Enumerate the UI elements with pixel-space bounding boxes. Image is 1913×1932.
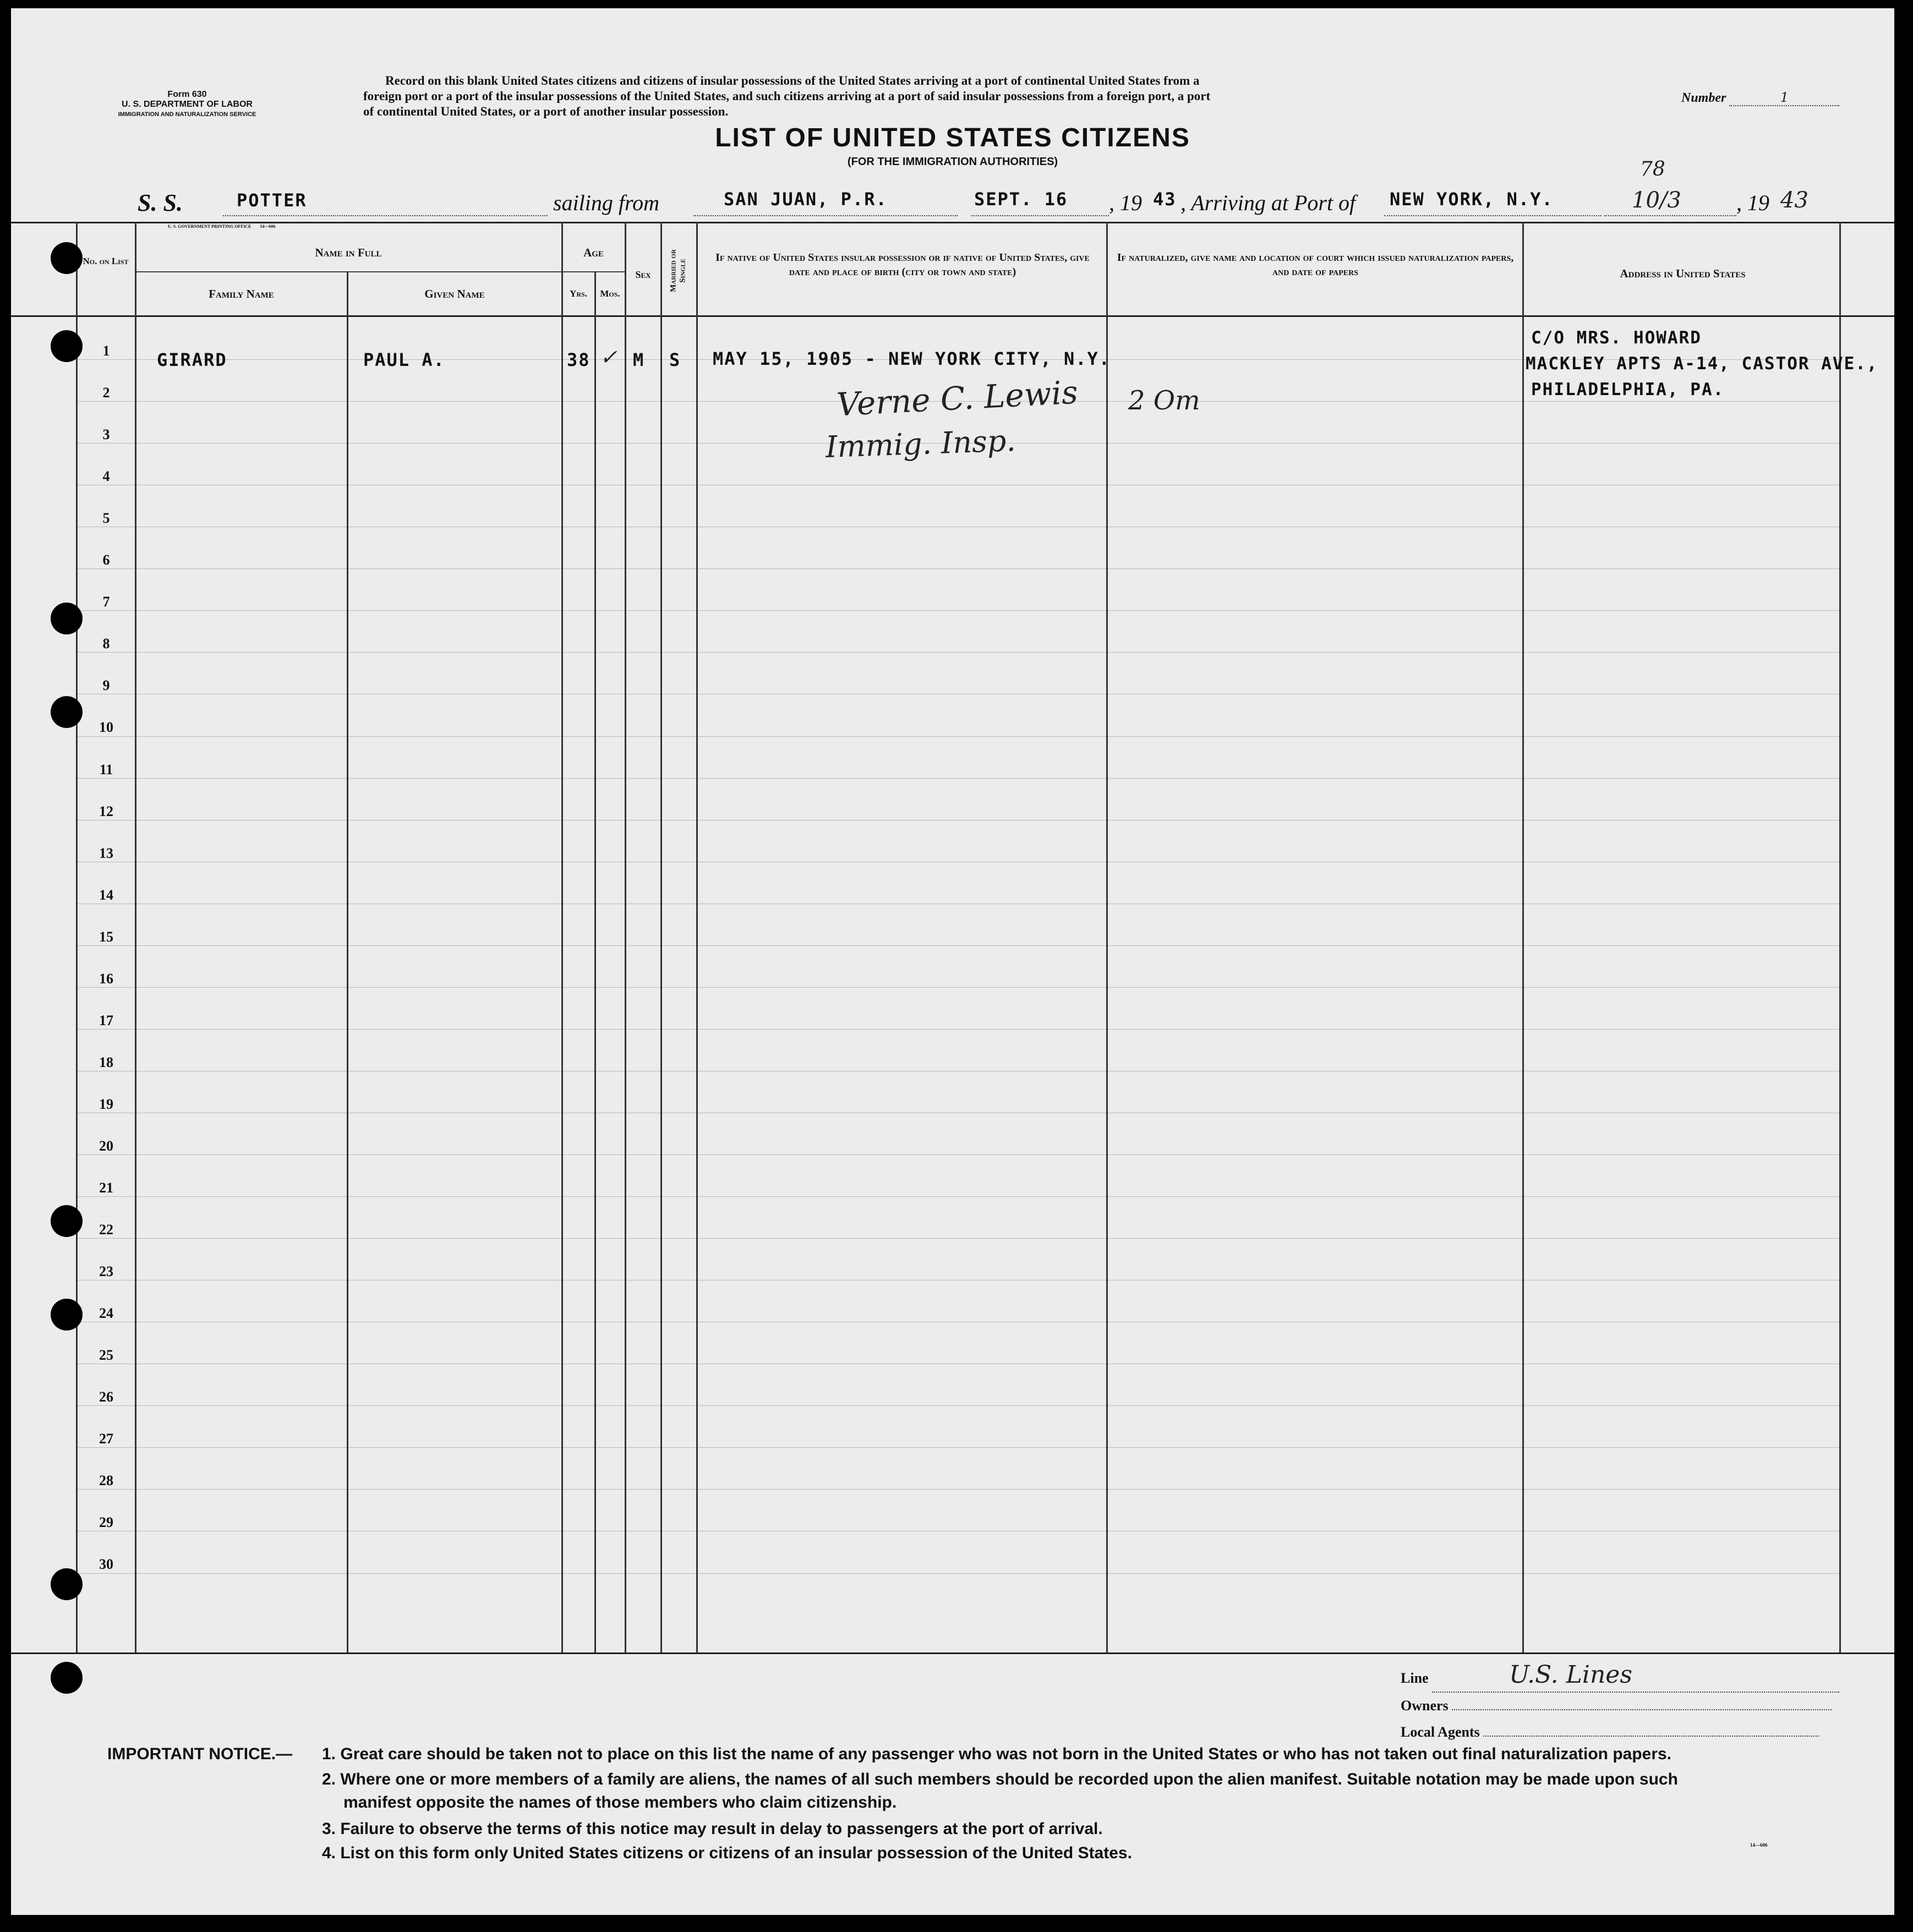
page-subtitle: (FOR THE IMMIGRATION AUTHORITIES) (847, 156, 1058, 168)
header-address: Address in United States (1620, 267, 1746, 280)
row-number: 17 (99, 1012, 113, 1028)
number-field (1681, 90, 1839, 106)
row-rule (76, 1029, 1839, 1030)
arriving-label: , Arriving at Port of (1180, 190, 1356, 215)
header-name-in-full: Name in Full (315, 246, 382, 259)
arrival-date-note: 78 (1640, 158, 1665, 180)
local-agents-label: Local Agents (1401, 1724, 1480, 1740)
entry-age-years: 38 (567, 349, 591, 370)
ship-name: POTTER (237, 190, 307, 211)
record-text-1: Record on this blank United States citizens and citizens of insular possessions of the United States arriving at a port of continental United States from a (385, 74, 1200, 87)
row-number: 29 (99, 1514, 113, 1531)
manifest-sheet (11, 8, 1894, 1915)
row-number: 8 (102, 636, 110, 652)
address-line-1: C/O MRS. HOWARD (1531, 328, 1702, 348)
row-number: 4 (102, 468, 110, 485)
row-number: 18 (99, 1054, 113, 1070)
line-value: U.S. Lines (1509, 1661, 1632, 1689)
row-number: 27 (99, 1431, 113, 1447)
arrival-port: NEW YORK, N.Y. (1390, 189, 1554, 210)
notice-heading: IMPORTANT NOTICE.— (107, 1745, 293, 1763)
row-number: 30 (99, 1556, 113, 1573)
service: IMMIGRATION AND NATURALIZATION SERVICE (118, 111, 256, 118)
row-number: 19 (99, 1096, 113, 1112)
punch-hole (51, 242, 83, 274)
row-number: 21 (99, 1180, 113, 1196)
address-line-2: MACKLEY APTS A-14, CASTOR AVE., (1526, 354, 1878, 374)
punch-hole (51, 1662, 83, 1694)
row-number: 9 (102, 677, 110, 694)
sailing-year: 43 (1153, 189, 1177, 210)
row-rule (76, 736, 1839, 737)
record-text-3: of continental United States, or a port of another insular possession. (363, 105, 729, 118)
row-number: 16 (99, 970, 113, 987)
row-number: 26 (99, 1389, 113, 1405)
row-number: 10 (99, 719, 113, 736)
address-line-3: PHILADELPHIA, PA. (1531, 380, 1725, 399)
row-number: 24 (99, 1305, 113, 1322)
record-text-2: foreign port or a port of the insular possessions of the United States, and such citizens arriving at a port of said insular possessions from a foreign port, a port (363, 89, 1211, 103)
row-number: 12 (99, 803, 113, 819)
record-instructions (363, 73, 1613, 119)
footer-code: 14—606 (1750, 1842, 1768, 1848)
row-number: 3 (102, 426, 110, 443)
printing-office: U. S. GOVERNMENT PRINTING OFFICE 14—606 (168, 224, 276, 229)
inspector-signature: Verne C. Lewis (835, 373, 1079, 424)
notice-item-2b: manifest opposite the names of those members who claim citizenship. (343, 1793, 897, 1811)
entry-sex: M (633, 349, 645, 370)
row-number: 7 (102, 594, 110, 610)
naturalized-note: 2 Om (1128, 385, 1200, 416)
row-number: 13 (99, 845, 113, 861)
table-top-border (11, 222, 1894, 223)
table-header-bottom (11, 315, 1894, 317)
row-rule (76, 1154, 1839, 1155)
row-rule (76, 1405, 1839, 1406)
sailing-label: sailing from (553, 190, 659, 215)
row-number: 14 (99, 886, 113, 903)
row-number: 5 (102, 510, 110, 527)
row-number: 23 (99, 1263, 113, 1280)
punch-hole (51, 1299, 83, 1331)
table-bottom-border (11, 1652, 1894, 1654)
row-number: 25 (99, 1347, 113, 1364)
department: U. S. DEPARTMENT OF LABOR (122, 100, 253, 109)
header-married-single: Married or Single (669, 249, 687, 292)
row-number: 6 (102, 552, 110, 568)
header-mos: Mos. (600, 288, 620, 299)
header-given-name: Given Name (424, 287, 485, 300)
row-number: 1 (102, 343, 110, 359)
arrival-year: 43 (1780, 188, 1808, 213)
row-rule (76, 1573, 1839, 1574)
row-rule (76, 610, 1839, 611)
number-value: 1 (1729, 90, 1839, 106)
row-rule (76, 987, 1839, 988)
punch-hole (51, 603, 83, 634)
inspector-title: Immig. Insp. (825, 423, 1016, 465)
notice-item-2a: 2. Where one or more members of a family are aliens, the names of all such members should be recorded upon the alien manifest. Suitable notation may be made upon such (322, 1770, 1678, 1788)
notice-item-3: 3. Failure to observe the terms of this notice may result in delay to passengers at the port of arrival. (322, 1820, 1103, 1838)
row-number: 22 (99, 1222, 113, 1238)
header-sex: Sex (635, 269, 651, 280)
row-rule (76, 568, 1839, 569)
row-rule (76, 778, 1839, 779)
punch-hole (51, 1205, 83, 1237)
header-family-name: Family Name (209, 287, 274, 300)
row-number: 20 (99, 1137, 113, 1154)
form-number: Form 630 (167, 90, 207, 99)
entry-birth: MAY 15, 1905 - NEW YORK CITY, N.Y. (713, 348, 1111, 369)
row-rule (76, 1238, 1839, 1239)
row-rule (76, 1489, 1839, 1490)
departure-port: SAN JUAN, P.R. (724, 189, 888, 210)
year-prefix-1: , 19 (1109, 190, 1142, 215)
carrier-info (1401, 1662, 1839, 1745)
header-yrs: Yrs. (570, 288, 587, 299)
entry-family-name: GIRARD (157, 349, 227, 370)
notice-item-4: 4. List on this form only United States citizens or citizens of an insular possession of the United States. (322, 1844, 1132, 1862)
header-birth: If native of United States insular possession or if native of United States, give date and place of birth (city or town and state) (715, 251, 1090, 278)
entry-marital: S (669, 349, 681, 370)
punch-hole (51, 696, 83, 728)
page-title: LIST OF UNITED STATES CITIZENS (715, 123, 1190, 152)
row-rule (76, 652, 1839, 653)
punch-hole (51, 330, 83, 362)
entry-age-months: ✓ (600, 345, 617, 369)
row-rule (76, 1196, 1839, 1197)
row-number: 11 (99, 761, 113, 778)
entry-given-name: PAUL A. (363, 349, 445, 370)
header-naturalized: If naturalized, give name and location of court which issued naturalization papers, and date of papers (1117, 251, 1514, 278)
owners-label: Owners (1401, 1698, 1449, 1714)
number-label: Number (1681, 91, 1726, 105)
ss-label: S. S. (138, 189, 183, 216)
entry-address (1526, 325, 1878, 403)
form-info (110, 90, 264, 119)
notice-item-1: 1. Great care should be taken not to place on this list the name of any passenger who was not born in the United States or who has not taken out final naturalization papers. (322, 1745, 1672, 1763)
header-age: Age (583, 246, 604, 259)
row-rule (76, 945, 1839, 946)
row-rule (76, 1447, 1839, 1448)
punch-hole (51, 1568, 83, 1600)
row-number: 15 (99, 928, 113, 945)
row-number: 2 (102, 385, 110, 401)
sailing-date: SEPT. 16 (974, 189, 1068, 210)
year-prefix-2: , 19 (1736, 190, 1769, 215)
line-label: Line (1401, 1670, 1429, 1686)
header-no-on-list: No. on List (83, 256, 129, 266)
arrival-date: 10/3 (1632, 188, 1681, 213)
row-number: 28 (99, 1473, 113, 1489)
